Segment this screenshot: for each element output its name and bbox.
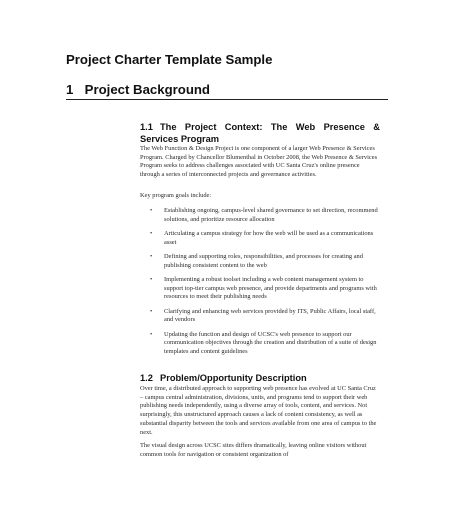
program-goals-list (150, 207, 380, 362)
goal-item (150, 308, 380, 325)
goal-item (150, 331, 380, 357)
bullet-icon: • (150, 307, 153, 315)
bullet-icon: • (150, 253, 153, 260)
bullet-icon: • (150, 330, 153, 338)
subsection-number: 1.1 (140, 122, 153, 132)
bullet-icon: • (150, 207, 153, 214)
goals-intro: Key program goals include: (140, 192, 212, 199)
section-number: 1 (66, 82, 74, 97)
goal-text: Articulating a campus strategy for how the web will be used as a communications asset (164, 230, 374, 246)
goal-text: Updating the function and design of UCSC's web presence to support our communication objectives through the creation and distribution of a suite of design templates and content guidelines (164, 330, 377, 356)
problem-paragraph-1: Over time, a distributed approach to supporting web presence has evolved at UC Santa Cruz – campus central administration, divisions, units, and programs tend to support their web publishing needs independently, using a diverse array of tools, content, and services. Not surprisingly, this unstructured approach causes a lack of content consistency, as well as substantial disparity between the tools and services available from one area of campus to the next. (140, 385, 377, 436)
goal-text: Clarifying and enhancing web services provided by ITS, Public Affairs, local staff, and vendors (164, 307, 376, 324)
subsection-heading-problem-opportunity (140, 372, 380, 384)
goal-item (150, 207, 380, 224)
goal-item (150, 230, 380, 247)
section-title: Project Background (84, 82, 210, 97)
project-context-paragraph: The Web Function & Design Project is one component of a larger Web Presence & Services Program. Charged by Chancellor Blumenthal in October 2008, the Web Presence & Services Program seeks to address challenges associated with UC Santa Cruz's online presence through a series of interconnected projects and governance activities. (140, 145, 378, 179)
section-heading-project-background (66, 82, 388, 100)
subsection-title: The Project Context: The Web Presence & Services Program (140, 122, 380, 144)
bullet-icon: • (150, 230, 153, 237)
goal-text: Establishing ongoing, campus-level shared governance to set direction, recommend solutions, and prioritize resource allocation (164, 207, 378, 223)
problem-paragraph-2: The visual design across UCSC sites differs dramatically, leaving online visitors without common tools for navigation or consistent organization of (140, 442, 367, 458)
subsection-heading-project-context (140, 121, 380, 145)
goal-item (150, 276, 380, 302)
goal-text: Defining and supporting roles, responsibilities, and processes for creating and publishing consistent content to the web (164, 253, 363, 269)
subsection-number: 1.2 (140, 373, 153, 383)
goal-text: Implementing a robust toolset including a web content management system to support top-tier campus web presence, and provide departments and programs with resources to meet their publishing needs (164, 276, 377, 301)
bullet-icon: • (150, 276, 153, 283)
goal-item (150, 253, 380, 270)
document-title: Project Charter Template Sample (66, 52, 273, 67)
subsection-title: Problem/Opportunity Description (160, 373, 307, 383)
